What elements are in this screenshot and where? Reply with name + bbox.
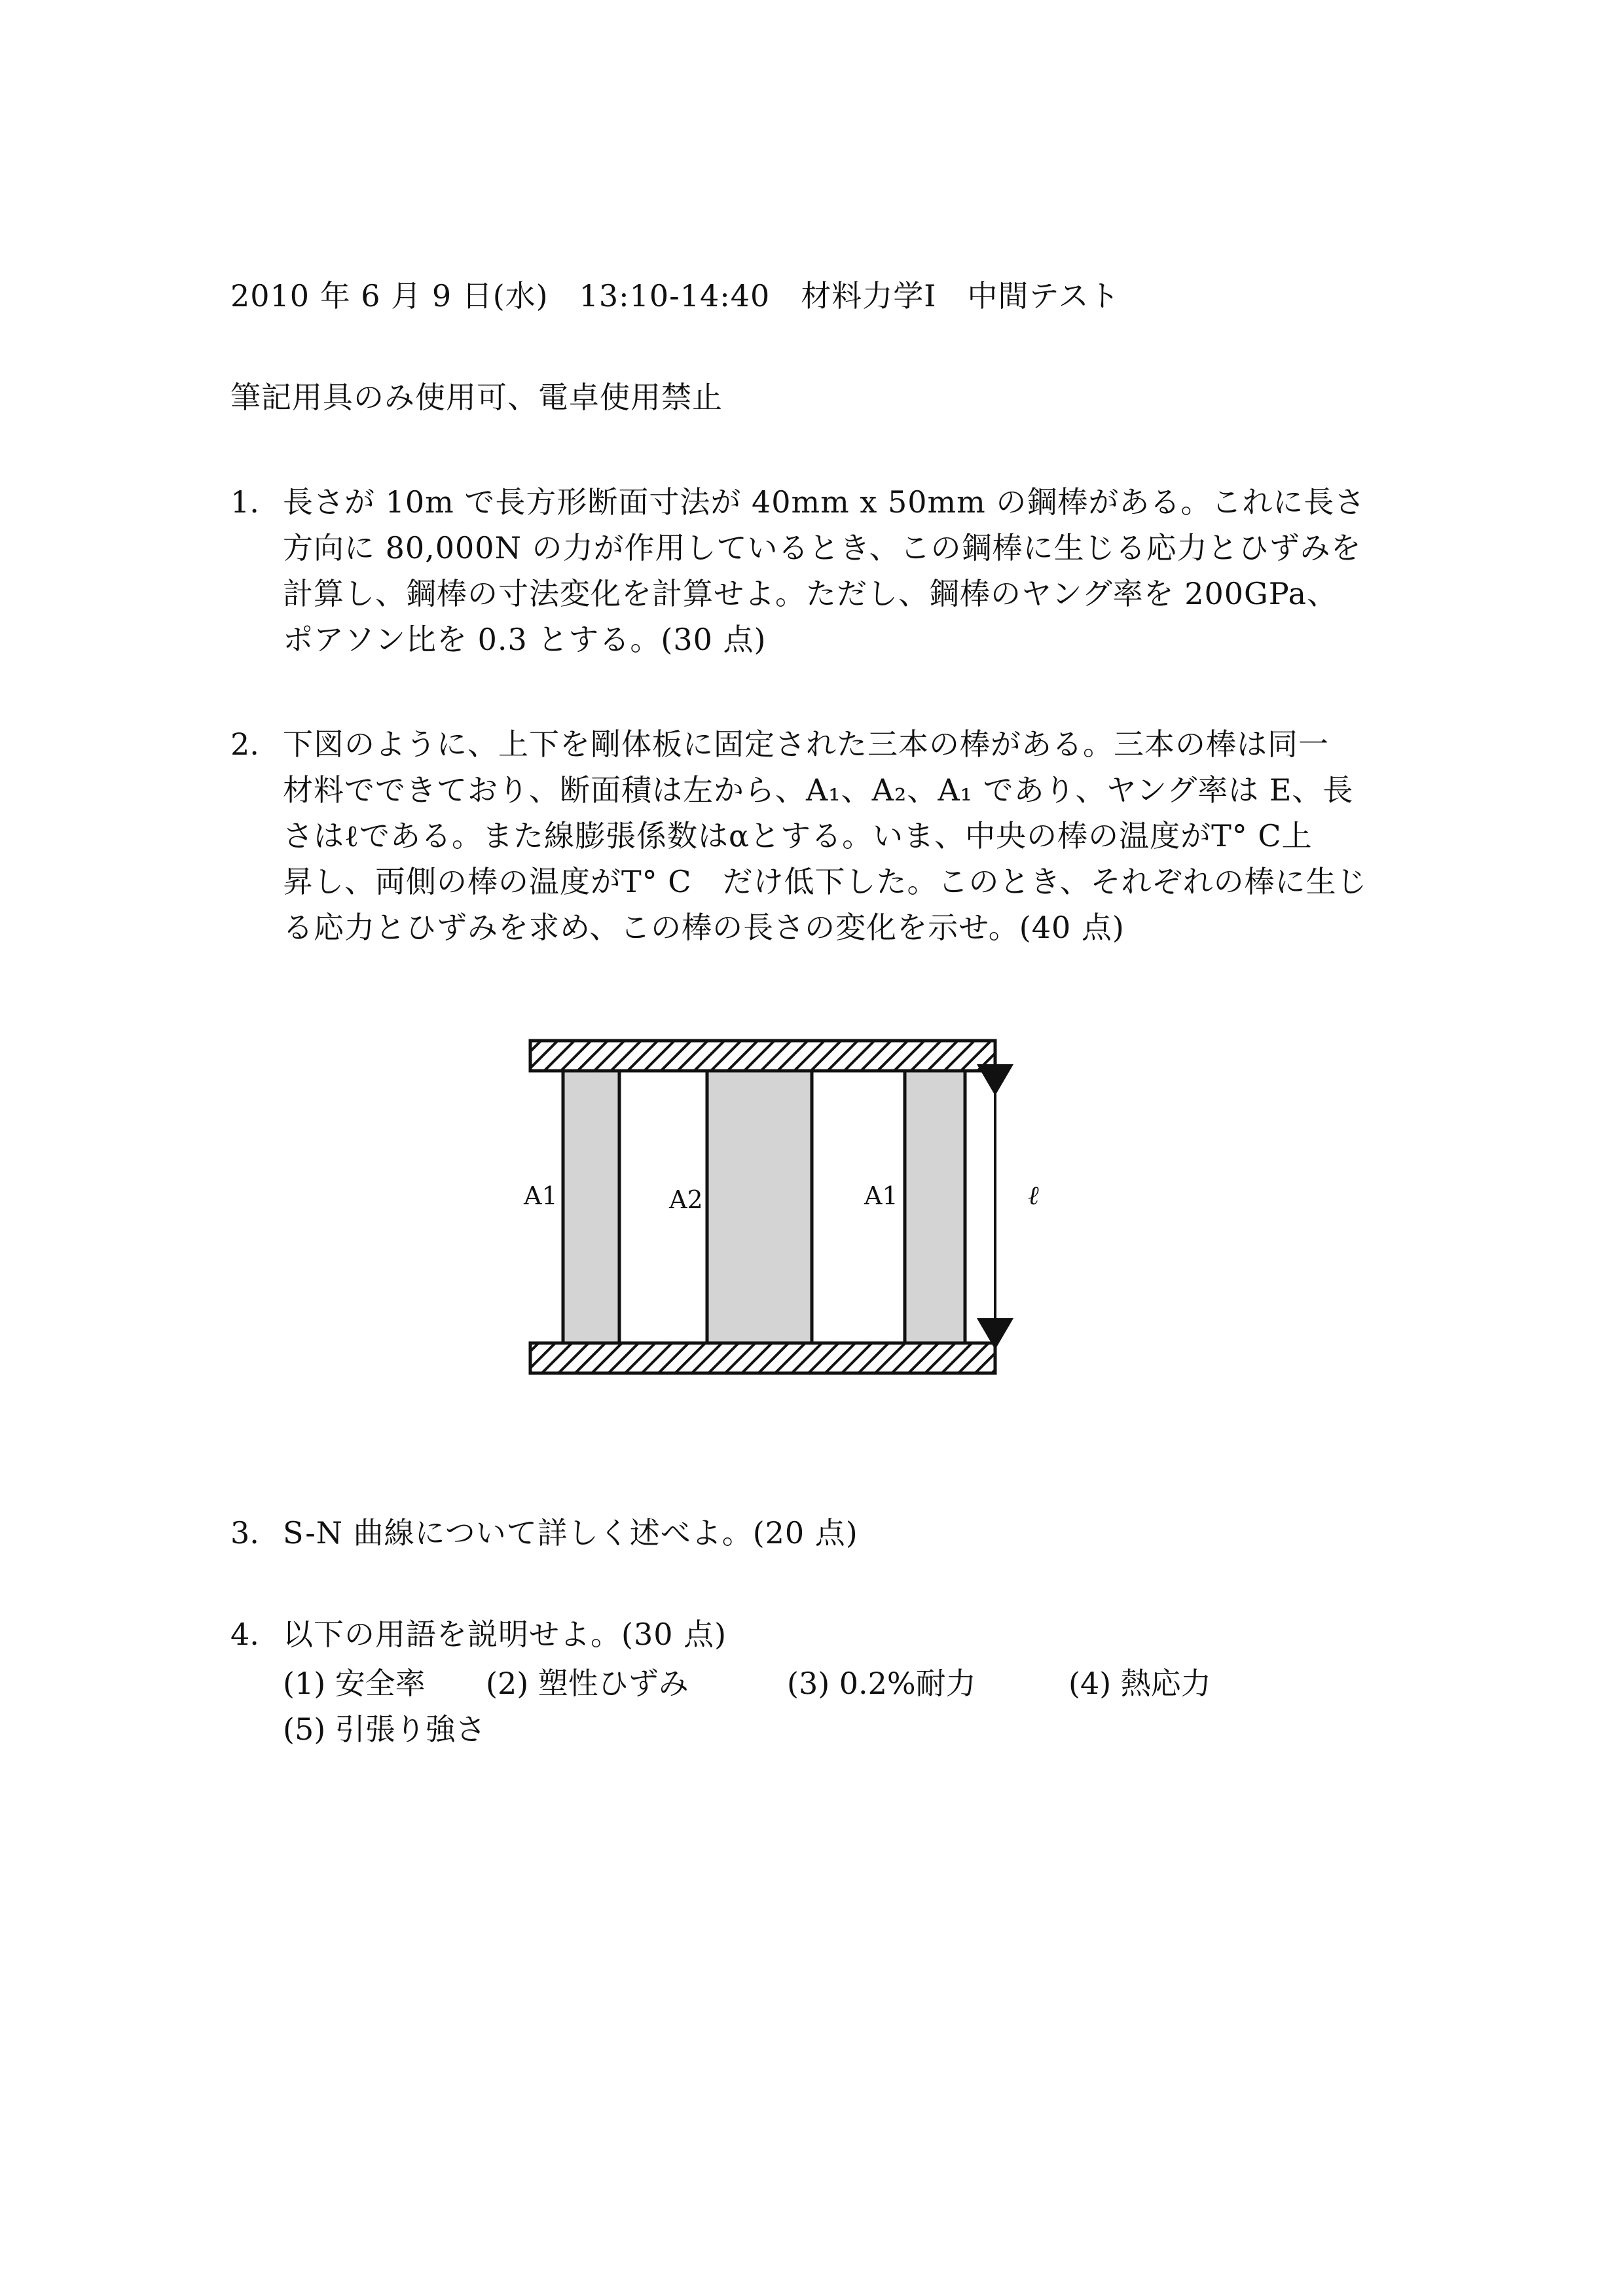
question-1-line-4: ポアソン比を 0.3 とする。(30 点) [283,622,767,657]
exam-title-line: 2010 年 6 月 9 日(水) 13:10-14:40 材料力学Ⅰ 中間テスト [230,278,1120,314]
exam-instructions: 筆記用具のみ使用可、電卓使用禁止 [230,380,723,415]
middle-bar-label: A2 [669,1185,703,1214]
term-item-4: (4) 熱応力 [1068,1666,1211,1701]
question-1-line-2: 方向に 80,000N の力が作用しているとき、この鋼棒に生じる応力とひずみを [283,530,1362,565]
term-item-3: (3) 0.2%耐力 [787,1666,976,1701]
question-1-line-1: 長さが 10m で長方形断面寸法が 40mm x 50mm の鋼棒がある。これに長さ [283,484,1366,520]
bottom-rigid-plate [530,1343,995,1373]
question-4-line-1: 以下の用語を説明せよ。(30 点) [283,1617,727,1652]
question-2-line-1: 下図のように、上下を剛体板に固定された三本の棒がある。三本の棒は同一 [283,726,1329,762]
question-3-line-1: S-N 曲線について詳しく述べよ。(20 点) [283,1515,858,1551]
question-2-line-3: さはℓである。また線膨張係数はαとする。いま、中央の棒の温度がT° C上 [283,818,1313,853]
question-2-line-2: 材料でできており、断面積は左から、A₁、A₂、A₁ であり、ヤング率は E、長 [283,772,1354,808]
three-bar-figure [458,988,1100,1407]
left-bar-label: A1 [524,1181,558,1210]
top-rigid-plate [530,1041,995,1071]
question-3-number: 3. [230,1515,259,1551]
term-item-1: (1) 安全率 [283,1666,426,1701]
term-item-2: (2) 塑性ひずみ [486,1666,689,1701]
question-2-line-4: 昇し、両側の棒の温度がT° C だけ低下した。このとき、それぞれの棒に生じ [283,864,1368,899]
middle-bar-a2 [707,1071,812,1343]
question-2-number: 2. [230,726,259,762]
term-item-5: (5) 引張り強さ [283,1712,486,1747]
question-4-number: 4. [230,1617,259,1652]
question-2-line-5: る応力とひずみを求め、この棒の長さの変化を示せ。(40 点) [283,910,1125,945]
right-bar-a1 [905,1071,965,1343]
left-bar-a1 [563,1071,619,1343]
question-1-line-3: 計算し、鋼棒の寸法変化を計算せよ。ただし、鋼棒のヤング率を 200GPa、 [283,576,1338,611]
length-label: ℓ [1028,1181,1039,1211]
right-bar-label: A1 [864,1181,898,1210]
question-1-number: 1. [230,484,259,520]
